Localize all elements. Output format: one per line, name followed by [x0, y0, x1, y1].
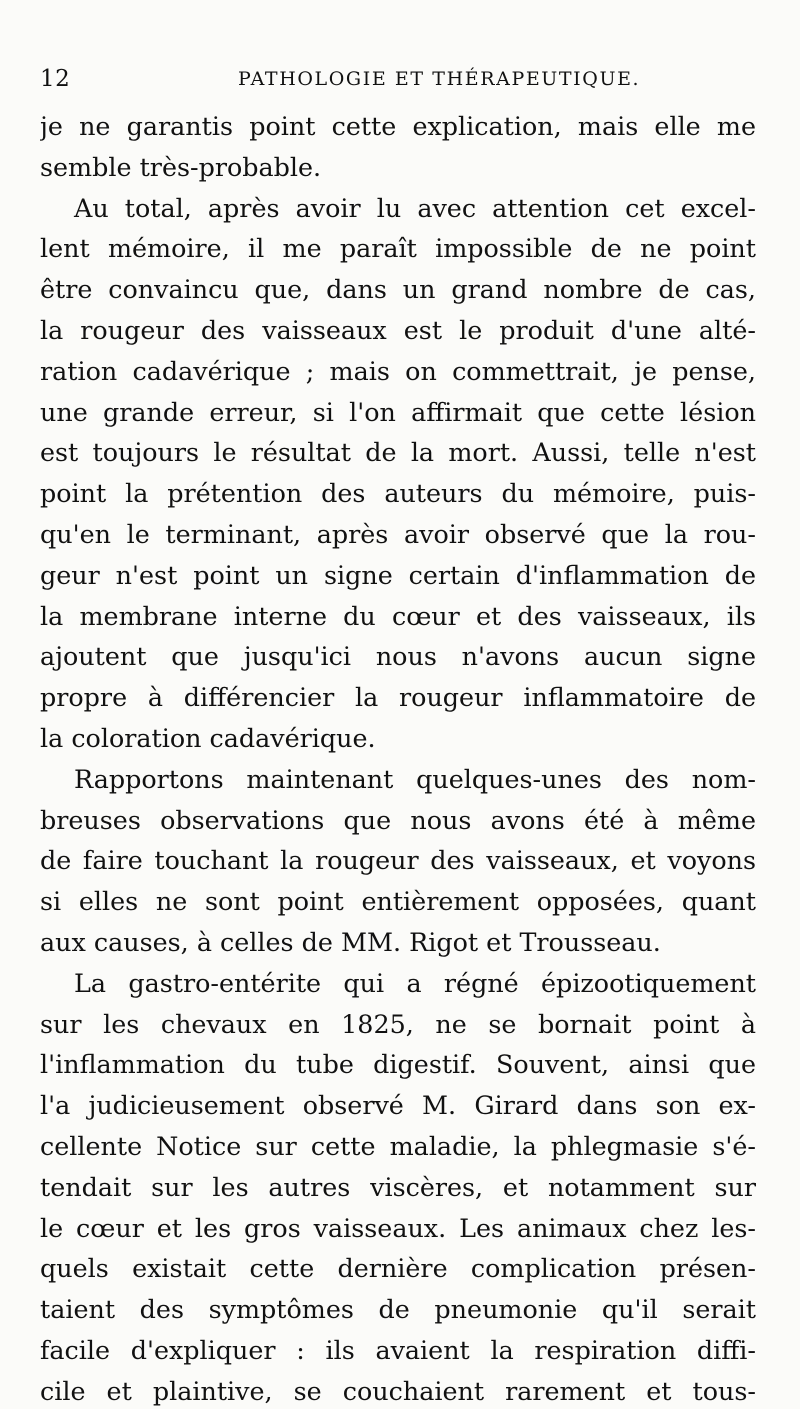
text-line: une grande erreur, si l'on affirmait que cette lésion	[40, 396, 756, 427]
body-text	[40, 106, 756, 1412]
text-line: Au total, après avoir lu avec attention cet excel-	[74, 192, 756, 223]
text-line: tendait sur les autres viscères, et notamment sur	[40, 1171, 756, 1202]
text-line: cellente Notice sur cette maladie, la phlegmasie s'é-	[40, 1130, 756, 1161]
text-line: facile d'expliquer : ils avaient la respiration diffi-	[40, 1334, 756, 1365]
text-line: la coloration cadavérique.	[40, 722, 376, 753]
text-line: la membrane interne du cœur et des vaisseaux, ils	[40, 600, 756, 631]
text-line: l'inflammation du tube digestif. Souvent, ainsi que	[40, 1049, 756, 1080]
text-line: être convaincu que, dans un grand nombre de cas,	[40, 274, 756, 305]
text-line: La gastro-entérite qui a régné épizootiquement	[74, 967, 756, 998]
text-line: quels existait cette dernière complication présen-	[40, 1253, 756, 1284]
text-line: lent mémoire, il me paraît impossible de ne point	[40, 233, 756, 264]
running-head	[40, 66, 760, 100]
text-line: cile et plaintive, se couchaient rarement et tous-	[40, 1375, 756, 1406]
text-line: breuses observations que nous avons été à même	[40, 804, 756, 835]
text-line: si elles ne sont point entièrement opposées, quant	[40, 886, 756, 917]
text-line: ajoutent que jusqu'ici nous n'avons aucun signe	[40, 641, 756, 672]
text-line: ration cadavérique ; mais on commettrait, je pense,	[40, 355, 756, 386]
text-line: propre à différencier la rougeur inflammatoire de	[40, 682, 756, 713]
text-line: semble très-probable.	[40, 151, 322, 182]
text-line: aux causes, à celles de MM. Rigot et Trousseau.	[40, 926, 661, 957]
text-line: la rougeur des vaisseaux est le produit d'une alté-	[40, 314, 756, 345]
text-line: de faire touchant la rougeur des vaisseaux, et voyons	[40, 845, 756, 876]
text-line: taient des symptômes de pneumonie qu'il serait	[40, 1294, 756, 1325]
text-line: Rapportons maintenant quelques-unes des nom-	[74, 763, 756, 794]
text-line: qu'en le terminant, après avoir observé que la rou-	[40, 518, 756, 549]
running-title: PATHOLOGIE ET THÉRAPEUTIQUE.	[238, 68, 641, 90]
text-line: point la prétention des auteurs du mémoire, puis-	[40, 478, 756, 509]
text-line: l'a judicieusement observé M. Girard dans son ex-	[40, 1090, 756, 1121]
text-line: geur n'est point un signe certain d'inflammation de	[40, 559, 756, 590]
text-line: le cœur et les gros vaisseaux. Les animaux chez les-	[40, 1212, 756, 1243]
text-line: est toujours le résultat de la mort. Aussi, telle n'est	[40, 437, 756, 468]
text-line: sur les chevaux en 1825, ne se bornait point à	[40, 1008, 756, 1039]
text-line: je ne garantis point cette explication, mais elle me	[40, 111, 756, 141]
page-number: 12	[40, 66, 71, 92]
